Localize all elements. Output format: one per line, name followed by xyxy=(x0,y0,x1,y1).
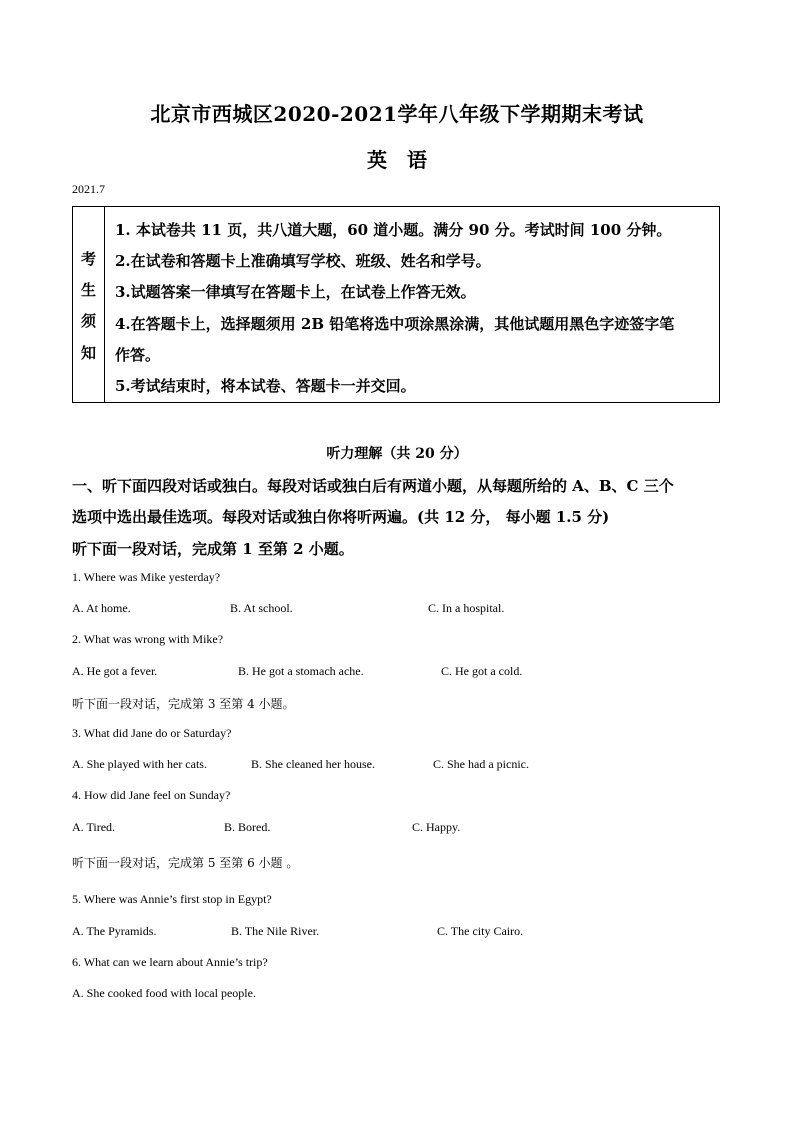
option-c: C. In a hospital. xyxy=(428,601,505,615)
question-text: 3. What did Jane do or Saturday? xyxy=(72,726,232,740)
option-c: C. The city Cairo. xyxy=(437,924,524,938)
notice-label-char: 生 xyxy=(81,281,97,299)
dialog-instruction: 听下面一段对话，完成第 3 至第 4 小题。 xyxy=(72,697,295,711)
part-instruction: 一、听下面四段对话或独白。每段对话或独白后有两道小题，从每题所给的 A、B、C 三个 xyxy=(72,477,674,495)
option-b: B. Bored. xyxy=(224,820,271,834)
subject-title: 英 语 xyxy=(367,148,427,172)
section-heading: 听力理解（共 20 分） xyxy=(326,446,468,462)
dialog-instruction: 听下面一段对话，完成第 5 至第 6 小题 。 xyxy=(72,856,299,870)
option-b: B. The Nile River. xyxy=(231,924,320,938)
option-b: B. She cleaned her house. xyxy=(251,757,375,771)
option-c: C. She had a picnic. xyxy=(433,757,529,771)
question-text: 5. Where was Annie’s first stop in Egypt? xyxy=(72,892,272,906)
notice-box xyxy=(72,206,720,403)
exam-title: 北京市西城区2020-2021学年八年级下学期期末考试 xyxy=(150,102,644,126)
notice-rule: 4.在答题卡上，选择题须用 2B 铅笔将选中项涂黑涂满，其他试题用黑色字迹签字笔 xyxy=(115,315,675,333)
notice-rule: 1. 本试卷共 11 页，共八道大题，60 道小题。满分 90 分。考试时间 100 分钟。 xyxy=(115,221,672,239)
option-a: A. At home. xyxy=(72,601,131,615)
notice-rule: 3.试题答案一律填写在答题卡上，在试卷上作答无效。 xyxy=(115,283,476,301)
option-b: B. At school. xyxy=(230,601,293,615)
notice-rule: 作答。 xyxy=(115,346,161,364)
option-a: A. She cooked food with local people. xyxy=(72,986,256,1000)
option-a: A. She played with her cats. xyxy=(72,757,207,771)
option-b: B. He got a stomach ache. xyxy=(238,664,364,678)
question-text: 2. What was wrong with Mike? xyxy=(72,632,224,646)
notice-label-char: 知 xyxy=(81,344,97,362)
option-c: C. Happy. xyxy=(412,820,461,834)
question-text: 4. How did Jane feel on Sunday? xyxy=(72,788,231,802)
notice-label-char: 考 xyxy=(81,250,97,268)
exam-date: 2021.7 xyxy=(72,182,105,196)
notice-label-char: 须 xyxy=(81,312,97,330)
notice-rule: 5.考试结束时，将本试卷、答题卡一并交回。 xyxy=(115,377,416,395)
option-c: C. He got a cold. xyxy=(441,664,523,678)
notice-rule: 2.在试卷和答题卡上准确填写学校、班级、姓名和学号。 xyxy=(115,252,491,270)
option-a: A. The Pyramids. xyxy=(72,924,157,938)
part-instruction: 选项中选出最佳选项。每段对话或独白你将听两遍。(共 12 分， 每小题 1.5 分) xyxy=(72,508,610,526)
question-text: 1. Where was Mike yesterday? xyxy=(72,570,221,584)
question-text: 6. What can we learn about Annie’s trip? xyxy=(72,955,268,969)
option-a: A. Tired. xyxy=(72,820,116,834)
option-a: A. He got a fever. xyxy=(72,664,158,678)
dialog-instruction: 听下面一段对话，完成第 1 至第 2 小题。 xyxy=(72,540,354,558)
notice-label xyxy=(73,207,105,402)
